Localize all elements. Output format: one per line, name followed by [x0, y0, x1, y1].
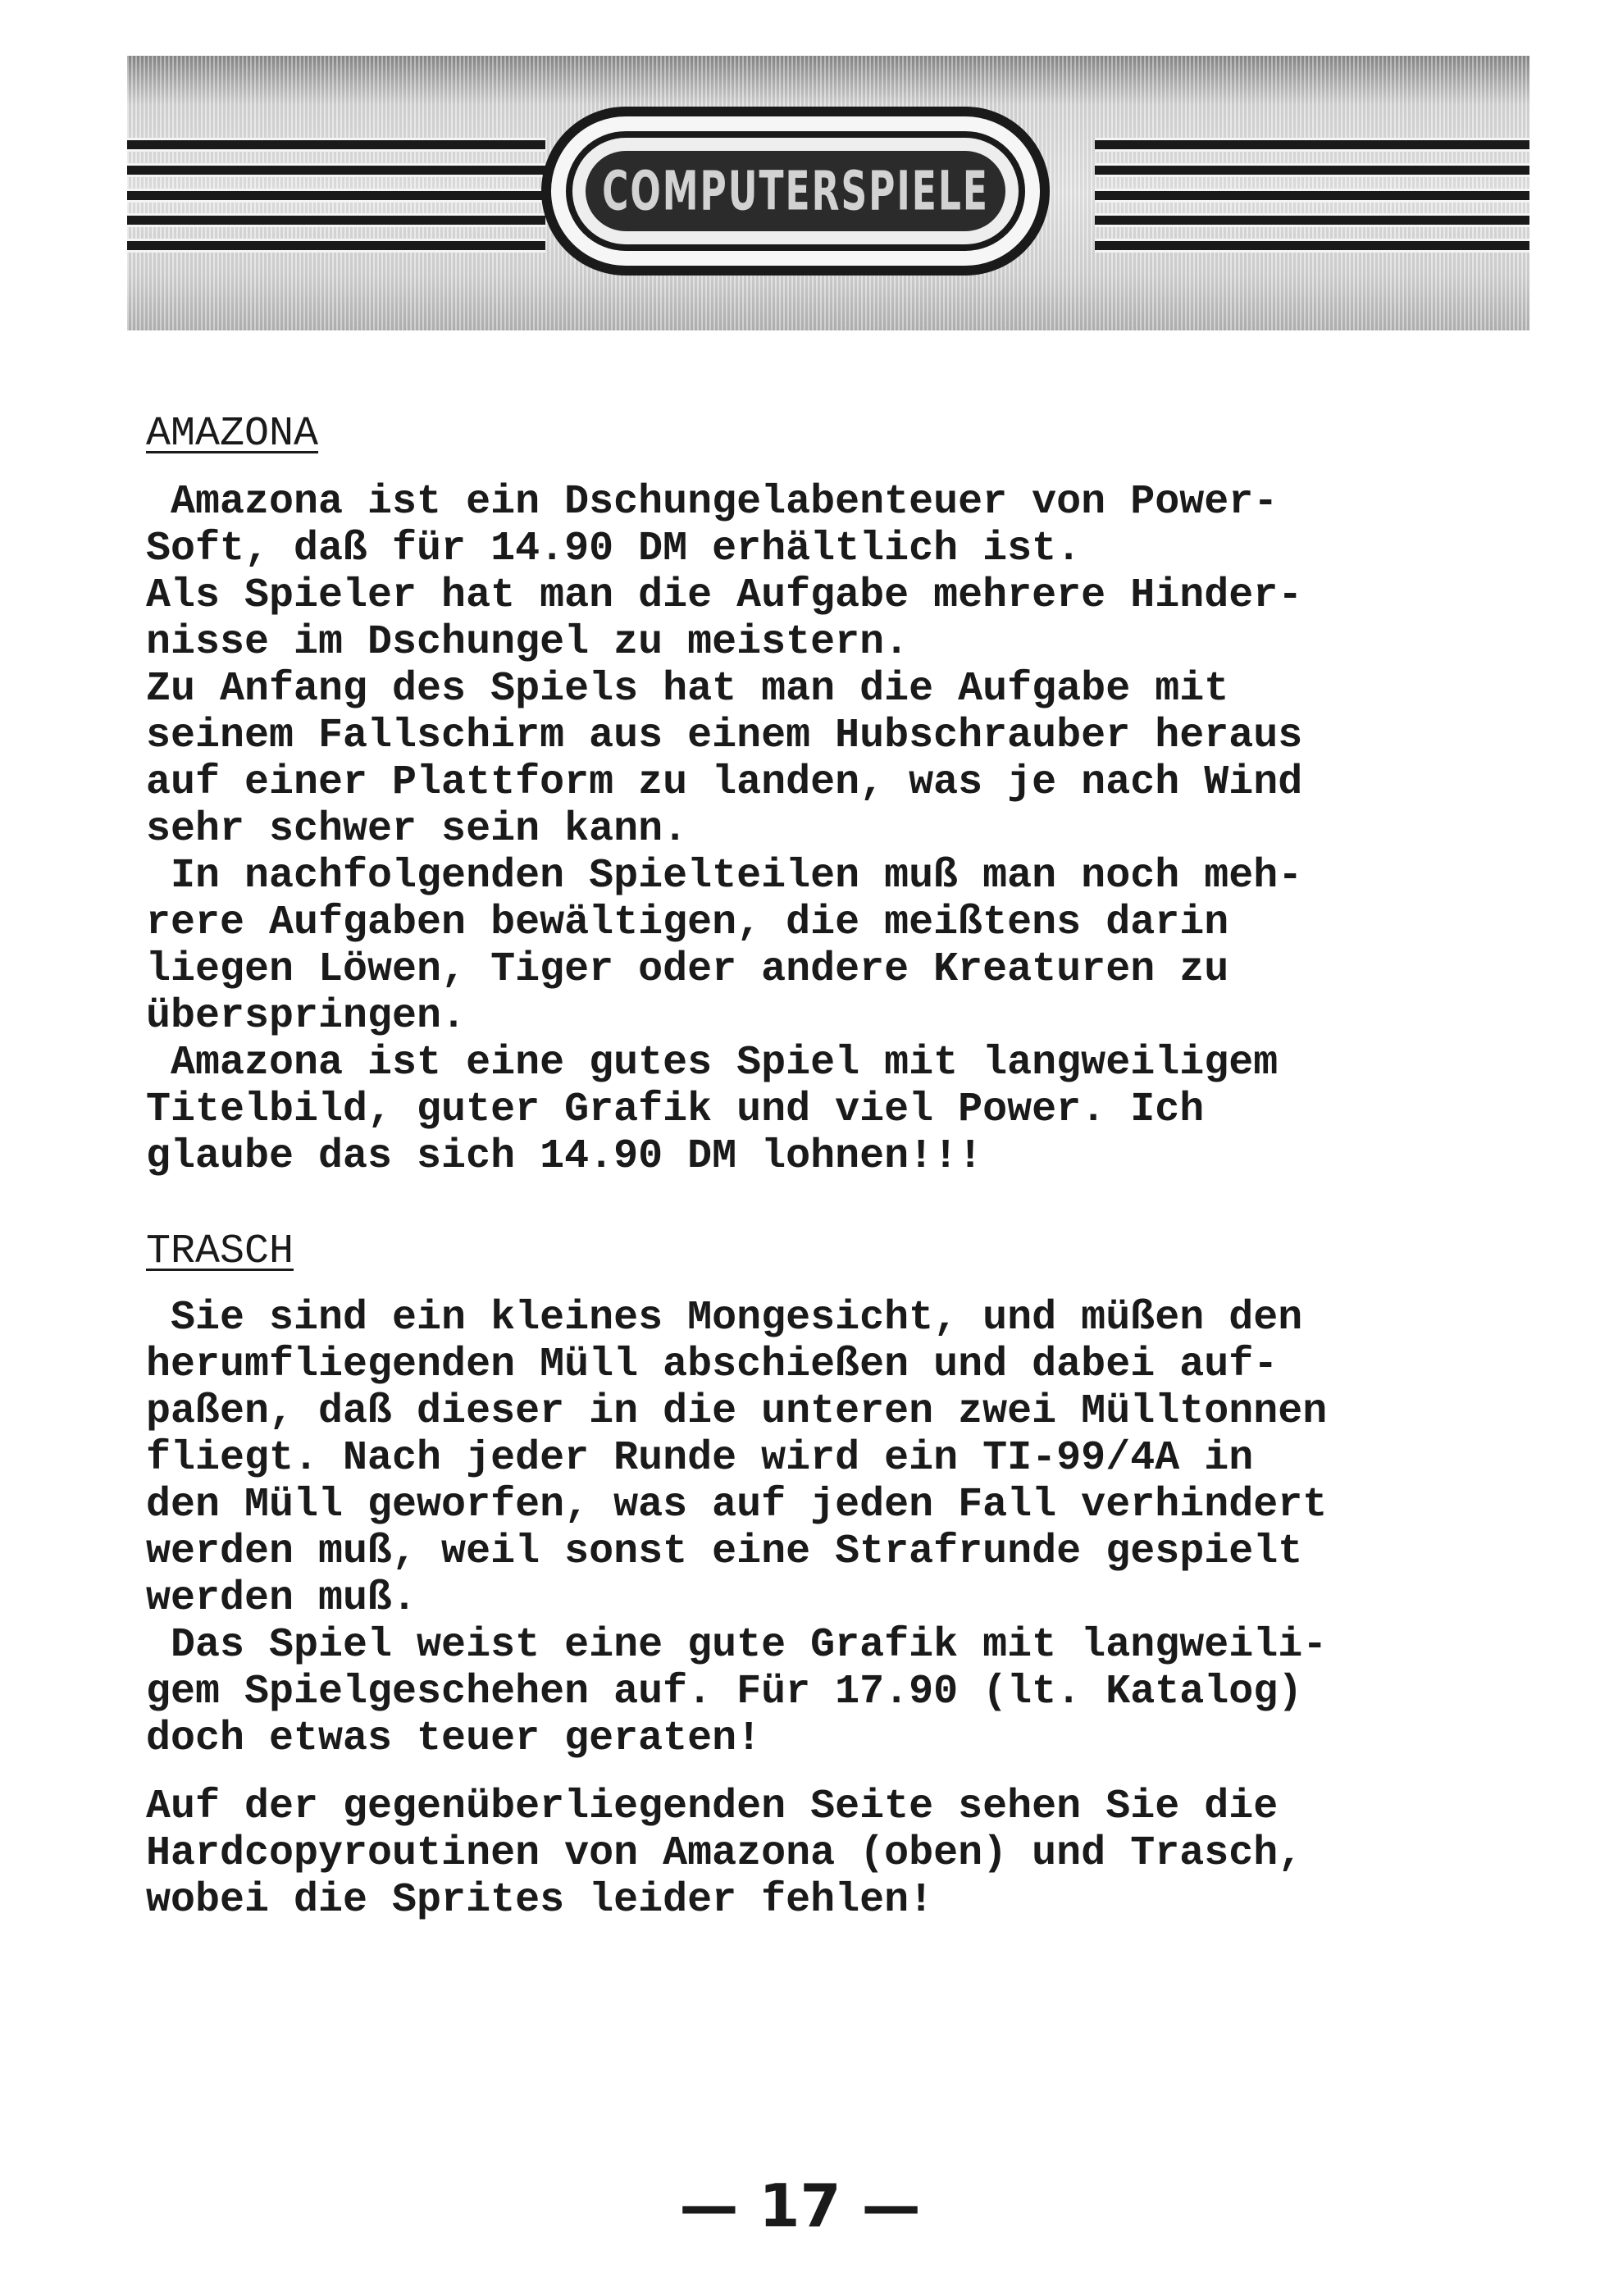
banner-rule	[1095, 189, 1529, 203]
review-paragraph: Sie sind ein kleines Mongesicht, und müßen den herumfliegenden Müll abschießen und dabei auf- paßen, daß dieser in die unteren zwei Mülltonnen fliegt. Nach jeder Runde wird ein TI-99/4A in den Müll geworfen, was auf jeden Fall verhindert werden muß, weil sonst eine Strafrunde gespielt werden muß.	[146, 1295, 1328, 1622]
review-paragraph: Amazona ist ein Dschungelabenteuer von Power- Soft, daß für 14.90 DM erhältlich ist. Als Spieler hat man die Aufgabe mehrere Hinder- nisse im Dschungel zu meistern. Zu Anfang des Spiels hat man die Aufgabe mit seinem Fallschirm aus einem Hubschrauber heraus auf einer Plattform zu landen, was je nach Wind sehr schwer sein kann.	[146, 479, 1303, 853]
banner-logo-plate	[586, 151, 1005, 231]
review-paragraph: Das Spiel weist eine gute Grafik mit langweili- gem Spielgeschehen auf. Für 17.90 (lt. Katalog) doch etwas teuer geraten!	[146, 1622, 1328, 1762]
review-title: TRASCH	[146, 1228, 294, 1275]
review-amazona	[146, 410, 1532, 1180]
banner-logo-badge	[541, 107, 1050, 276]
banner-logo-ring	[566, 131, 1025, 251]
header-banner	[127, 56, 1529, 330]
banner-right-rules	[1095, 138, 1529, 253]
review-trasch	[146, 1228, 1532, 1762]
review-paragraph: Amazona ist eine gutes Spiel mit langweiligem Titelbild, guter Grafik und viel Power. Ich glaube das sich 14.90 DM lohnen!!!	[146, 1040, 1279, 1180]
closing-note: Auf der gegenüberliegenden Seite sehen Sie die Hardcopyroutinen von Amazona (oben) und Trasch, wobei die Sprites leider fehlen!	[146, 1784, 1303, 1924]
page-number: — 17 —	[679, 2171, 921, 2240]
banner-rule	[1095, 239, 1529, 253]
banner-rule	[127, 163, 545, 177]
banner-rule	[1095, 213, 1529, 227]
banner-left-rules	[127, 138, 545, 253]
banner-logo-text: COMPUTERSPIELE	[602, 159, 989, 223]
banner-rule	[1095, 163, 1529, 177]
banner-rule	[127, 138, 545, 152]
article-body	[146, 410, 1532, 1924]
banner-rule	[1095, 138, 1529, 152]
review-paragraph: In nachfolgenden Spielteilen muß man noch meh- rere Aufgaben bewältigen, die meißtens darin liegen Löwen, Tiger oder andere Kreaturen zu überspringen.	[146, 853, 1303, 1040]
review-title: AMAZONA	[146, 411, 319, 458]
banner-rule	[127, 239, 545, 253]
banner-rule	[127, 213, 545, 227]
banner-rule	[127, 189, 545, 203]
